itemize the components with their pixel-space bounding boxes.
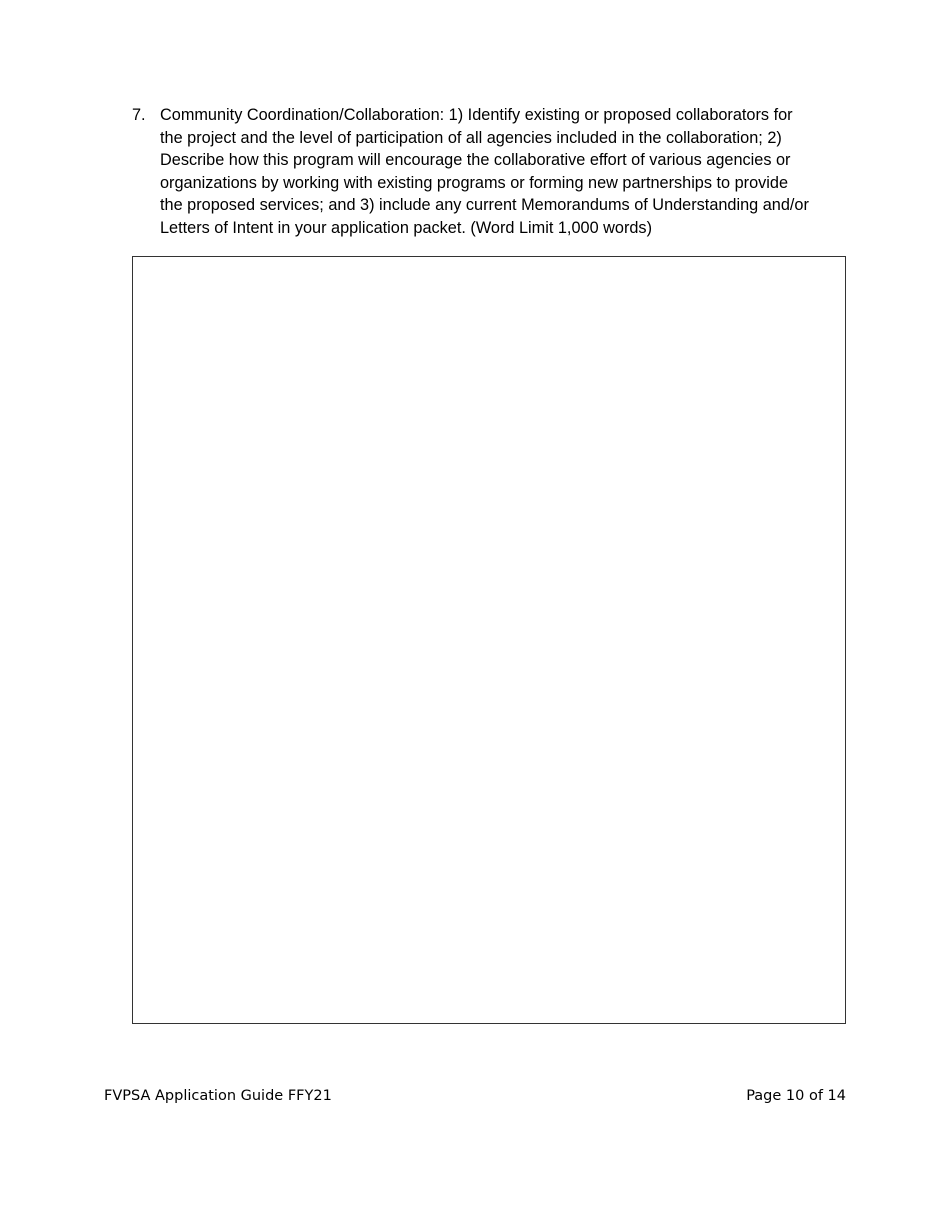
footer-document-title: FVPSA Application Guide FFY21 [104, 1088, 332, 1104]
question-text-line: the proposed services; and 3) include any current Memorandums of Understanding and/or [160, 196, 809, 215]
answer-text-box[interactable] [132, 256, 846, 1024]
question-text-line: Community Coordination/Collaboration: 1) Identify existing or proposed collaborators for [160, 106, 793, 124]
question-text-line: Describe how this program will encourage the collaborative effort of various agencies or [160, 151, 791, 170]
question-number: 7. [132, 106, 146, 124]
question-text-line: the project and the level of participation of all agencies included in the collaboration; 2) [160, 128, 782, 147]
question-7 [132, 104, 852, 240]
question-text-line: organizations by working with existing programs or forming new partnerships to provide [160, 173, 789, 192]
question-text-line: Letters of Intent in your application packet. (Word Limit 1,000 words) [160, 218, 652, 237]
footer-page-number: Page 10 of 14 [746, 1088, 846, 1104]
question-text [160, 104, 852, 240]
